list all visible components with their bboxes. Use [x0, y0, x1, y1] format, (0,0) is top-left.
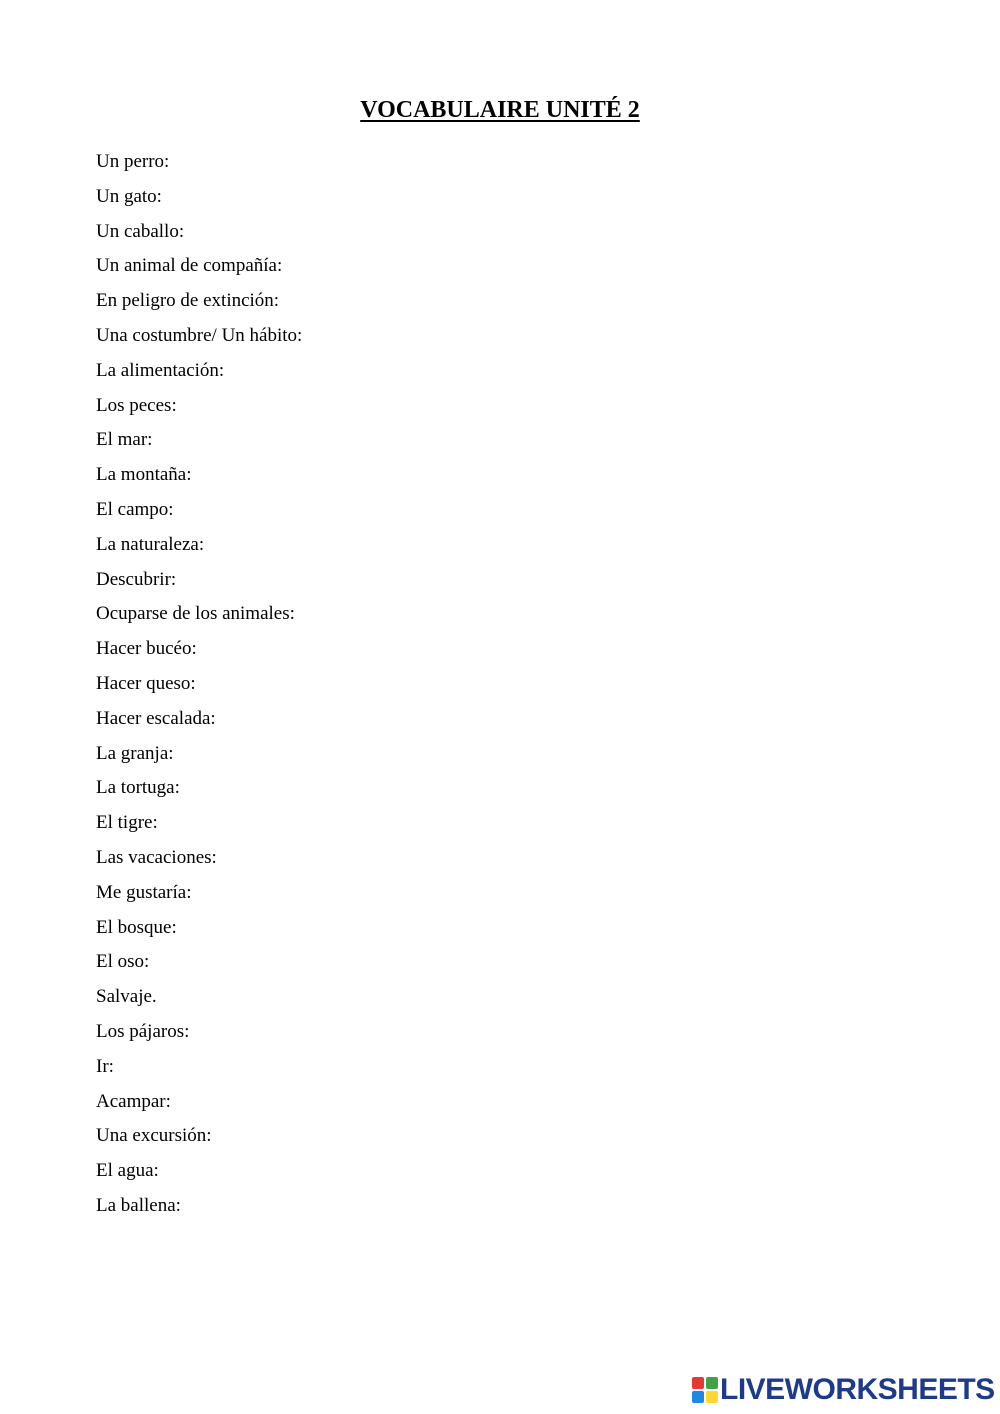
vocab-item: Salvaje.	[96, 986, 157, 1008]
vocab-item: Hacer bucéo:	[96, 638, 197, 660]
vocab-item: La naturaleza:	[96, 533, 205, 555]
vocab-item: La ballena:	[96, 1194, 181, 1216]
vocabulary-list	[96, 145, 302, 1224]
vocab-item: Ir:	[96, 1055, 114, 1077]
logo-square-icon	[706, 1391, 718, 1403]
vocab-item: Ocuparse de los animales:	[96, 603, 295, 625]
vocab-item: Una excursión:	[96, 1125, 212, 1147]
vocab-item: El agua:	[96, 1160, 159, 1182]
vocab-item: La alimentación:	[96, 359, 225, 381]
vocab-item: El campo:	[96, 498, 174, 520]
vocab-item: Las vacaciones:	[96, 846, 217, 868]
vocab-item: Un gato:	[96, 185, 162, 207]
vocab-item: El oso:	[96, 951, 150, 973]
vocab-item: Un perro:	[96, 151, 170, 172]
logo-square-icon	[692, 1391, 704, 1403]
vocab-item: La tortuga:	[96, 777, 180, 799]
vocab-item: En peligro de extinción:	[96, 290, 280, 312]
vocab-item: Los pájaros:	[96, 1020, 190, 1042]
liveworksheets-brand	[692, 1374, 995, 1406]
brand-name: LIVEWORKSHEETS	[720, 1373, 995, 1406]
vocab-item: Acampar:	[96, 1090, 171, 1112]
logo-square-icon	[692, 1377, 704, 1389]
vocab-item: Los peces:	[96, 394, 177, 416]
page-title: VOCABULAIRE UNITÉ 2	[360, 97, 640, 123]
vocab-item: El mar:	[96, 429, 153, 451]
vocab-item: Descubrir:	[96, 568, 177, 590]
vocab-item: Una costumbre/ Un hábito:	[96, 324, 303, 346]
vocab-item: La granja:	[96, 742, 174, 764]
vocab-item: El tigre:	[96, 812, 158, 834]
vocab-item: Me gustaría:	[96, 881, 192, 903]
liveworksheets-logo-icon	[692, 1377, 718, 1403]
vocab-item: Hacer queso:	[96, 672, 196, 694]
vocab-item: Un animal de compañía:	[96, 255, 283, 277]
vocab-item: El bosque:	[96, 916, 177, 938]
vocab-item: Hacer escalada:	[96, 707, 216, 729]
vocab-item: La montaña:	[96, 464, 192, 486]
vocab-item: Un caballo:	[96, 220, 185, 242]
logo-square-icon	[706, 1377, 718, 1389]
